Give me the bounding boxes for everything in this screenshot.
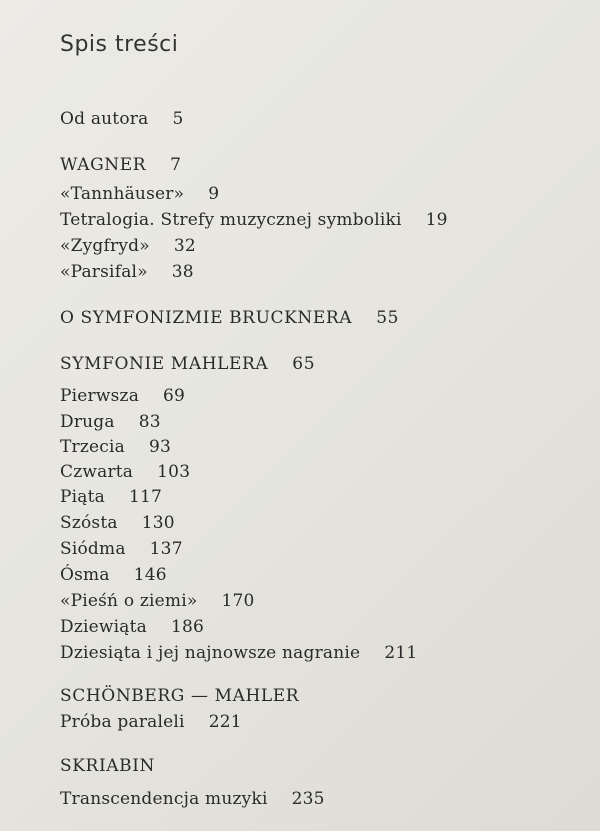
toc-entry-page: 235 xyxy=(291,789,325,809)
toc-entry-page: 9 xyxy=(208,184,220,204)
toc-entry-page: 137 xyxy=(149,539,183,559)
toc-entry-page: 38 xyxy=(171,262,194,282)
toc-section-mahler xyxy=(60,354,315,374)
toc-entry-label: Dziesiąta i jej najnowsze nagranie xyxy=(60,643,361,663)
toc-entry-druga xyxy=(60,412,161,432)
toc-section-schonberg-mahler xyxy=(60,686,299,706)
toc-entry-label: «Pieśń o ziemi» xyxy=(60,591,198,611)
toc-entry-zygfryd xyxy=(60,236,196,256)
toc-entry-proba-paraleli xyxy=(60,712,242,732)
toc-entry-od-autora xyxy=(60,109,183,129)
toc-entry-pierwsza xyxy=(60,386,185,406)
toc-entry-label: Próba paraleli xyxy=(60,712,185,732)
toc-entry-dziewiata xyxy=(60,617,204,637)
toc-entry-label: «Tannhäuser» xyxy=(60,184,185,204)
toc-entry-page: 221 xyxy=(208,712,242,732)
toc-entry-parsifal xyxy=(60,262,194,282)
toc-entry-szosta xyxy=(60,513,175,533)
toc-entry-label: Tetralogia. Strefy muzycznej symboliki xyxy=(60,210,402,230)
toc-entry-transcendencja xyxy=(60,789,325,809)
toc-section-wagner xyxy=(60,155,182,175)
toc-entry-label: Czwarta xyxy=(60,462,134,482)
toc-entry-dziesiata xyxy=(60,643,417,663)
toc-entry-label: SYMFONIE MAHLERA xyxy=(60,354,269,374)
toc-entry-label: Dziewiąta xyxy=(60,617,147,637)
toc-entry-page: 170 xyxy=(221,591,255,611)
toc-entry-page: 130 xyxy=(141,513,175,533)
toc-section-bruckner xyxy=(60,308,399,328)
toc-section-skriabin xyxy=(60,756,155,776)
toc-entry-label: SCHÖNBERG — MAHLER xyxy=(60,686,300,706)
toc-entry-page: 5 xyxy=(172,109,184,129)
toc-entry-tetralogia xyxy=(60,210,448,230)
toc-entry-page: 186 xyxy=(170,617,205,637)
toc-entry-piata xyxy=(60,487,162,507)
toc-entry-czwarta xyxy=(60,462,190,482)
toc-entry-page: 32 xyxy=(173,236,196,256)
show-through-text xyxy=(340,700,600,831)
toc-entry-label: Szósta xyxy=(60,513,118,533)
toc-entry-label: Druga xyxy=(60,412,115,432)
toc-entry-label: Od autora xyxy=(60,109,149,129)
toc-entry-label: Siódma xyxy=(60,539,126,559)
toc-entry-page: 146 xyxy=(133,565,167,585)
toc-entry-piesn-o-ziemi xyxy=(60,591,255,611)
toc-entry-page: 65 xyxy=(292,354,316,374)
toc-entry-page: 69 xyxy=(163,386,186,406)
toc-entry-label: Trzecia xyxy=(60,437,125,457)
toc-entry-osma xyxy=(60,565,167,585)
toc-entry-page: 83 xyxy=(138,412,161,432)
toc-entry-label: SKRIABIN xyxy=(60,756,156,776)
toc-entry-tannhauser xyxy=(60,184,219,204)
toc-entry-label: Pierwsza xyxy=(60,386,140,406)
toc-entry-page: 55 xyxy=(376,308,400,328)
toc-entry-label: Transcendencja muzyki xyxy=(60,789,268,809)
toc-entry-label: «Zygfryd» xyxy=(60,236,150,256)
toc-entry-label: «Parsifal» xyxy=(60,262,148,282)
toc-entry-label: O SYMFONIZMIE BRUCKNERA xyxy=(60,308,353,328)
toc-entry-page: 7 xyxy=(170,155,182,175)
toc-entry-page: 103 xyxy=(157,462,191,482)
page-title: Spis treści xyxy=(60,32,179,57)
toc-entry-page: 93 xyxy=(148,437,172,457)
toc-entry-label: WAGNER xyxy=(60,155,147,175)
toc-entry-page: 117 xyxy=(128,487,163,507)
toc-entry-siodma xyxy=(60,539,183,559)
toc-entry-page: 211 xyxy=(384,643,418,663)
toc-entry-label: Piąta xyxy=(60,487,105,507)
toc-entry-label: Ósma xyxy=(60,565,110,585)
toc-entry-page: 19 xyxy=(425,210,448,230)
toc-entry-trzecia xyxy=(60,437,171,457)
